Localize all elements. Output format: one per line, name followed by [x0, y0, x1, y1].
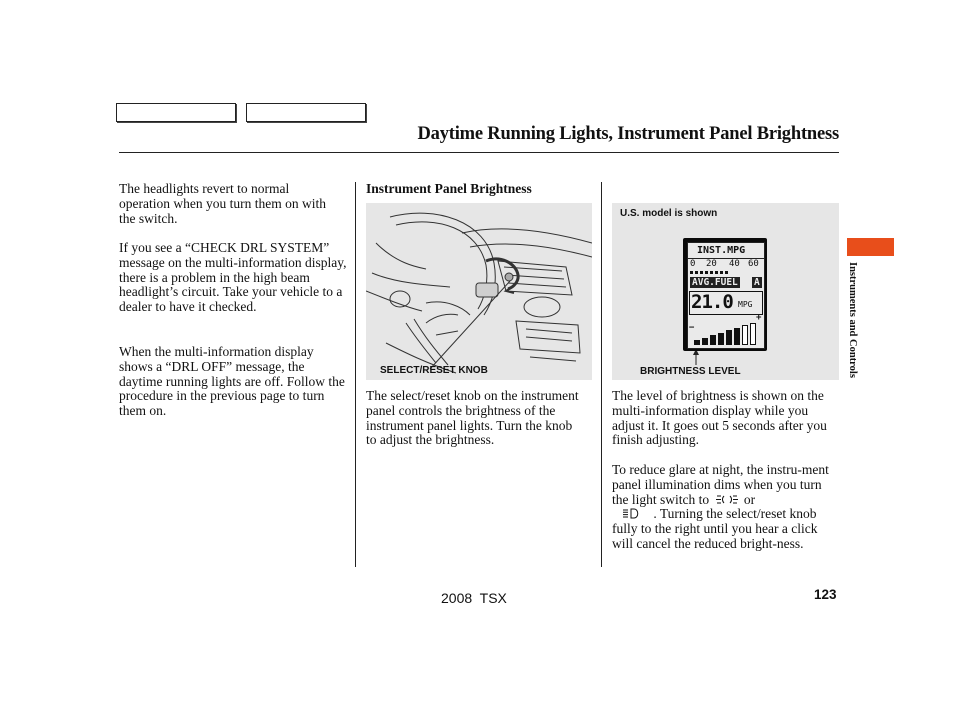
display-line-inst-mpg: INST.MPG	[697, 245, 746, 256]
left-paragraph-1: The headlights revert to normal operation when you turn them on with the switch.	[119, 181, 326, 226]
right-paragraph-1: The level of brightness is shown on the multi-information display while you adjust it. It goes out 5 seconds after you finish adjusting.	[612, 388, 827, 448]
page-number: 123	[814, 587, 837, 602]
column-divider-2	[601, 182, 602, 567]
display-unit: MPG	[738, 300, 753, 309]
scale-label-60: 60	[748, 259, 759, 269]
headlights-icon	[622, 508, 642, 519]
left-paragraph-2: If you see a “CHECK DRL SYSTEM” message on the multi-information display, there is a problem in the high beam headlight’s circuit. Take your vehicle to a dealer to have it checked.	[119, 240, 347, 315]
right-paragraph-2-part1: To reduce glare at night, the instru-ment panel illumination dims when you turn the light switch to	[612, 462, 829, 507]
middle-paragraph: The select/reset knob on the instrument panel controls the brightness of the instrument panel lights. Turn the knob to adjust the brightness.	[366, 388, 579, 448]
brightness-bars	[694, 319, 760, 345]
brightness-bar-7	[742, 325, 748, 345]
scale-label-20: 20	[706, 259, 717, 269]
brightness-bar-4	[718, 333, 724, 345]
dashboard-figure	[366, 203, 592, 380]
right-paragraph-2	[612, 463, 840, 552]
section-heading: Instrument Panel Brightness	[366, 181, 532, 196]
brightness-bar-1	[694, 340, 700, 345]
side-section-label-text: Instruments and Controls	[847, 262, 858, 378]
left-paragraph-3: When the multi-information display shows a “DRL OFF” message, the daytime running lights are off. Follow the procedure in the previous page to turn them on.	[119, 344, 345, 419]
brightness-bar-2	[702, 338, 708, 345]
display-line-avg-fuel: AVG.FUEL	[692, 277, 738, 288]
brightness-bar-6	[734, 328, 740, 345]
display-screen	[687, 242, 765, 349]
scale-label-0: 0	[690, 259, 696, 269]
right-paragraph-2-or: or	[743, 491, 756, 507]
value-frame	[689, 291, 763, 315]
multi-information-display	[683, 238, 767, 351]
nav-box-2[interactable]	[246, 103, 366, 122]
side-section-label	[846, 262, 862, 404]
page-title: Daytime Running Lights, Instrument Panel Brightness	[417, 124, 839, 144]
select-reset-knob-caption: SELECT/RESET KNOB	[380, 365, 488, 376]
brightness-plus: +	[756, 313, 762, 323]
footer-model: 2008 TSX	[441, 590, 507, 606]
display-value: 21.0	[691, 291, 733, 313]
column-divider-1	[355, 182, 356, 567]
scale-label-40: 40	[729, 259, 740, 269]
right-paragraph-2-part2: . Turning the select/reset knob fully to the right until you hear a click will cancel the reduced bright-ness.	[612, 506, 818, 551]
brightness-bar-3	[710, 335, 716, 345]
brightness-bar-5	[726, 330, 732, 345]
brightness-minus: −	[689, 323, 695, 333]
dashboard-illustration	[366, 203, 592, 380]
section-tab[interactable]	[847, 238, 894, 256]
parking-lights-icon	[715, 494, 739, 505]
model-note: U.S. model is shown	[620, 208, 718, 219]
brightness-level-caption: BRIGHTNESS LEVEL	[640, 366, 741, 377]
brightness-bar-8	[750, 323, 756, 345]
display-line-avg-fuel-suffix: A	[754, 277, 760, 288]
nav-box-1[interactable]	[116, 103, 236, 122]
mpg-bar-graph	[690, 271, 730, 274]
title-rule	[119, 152, 839, 153]
